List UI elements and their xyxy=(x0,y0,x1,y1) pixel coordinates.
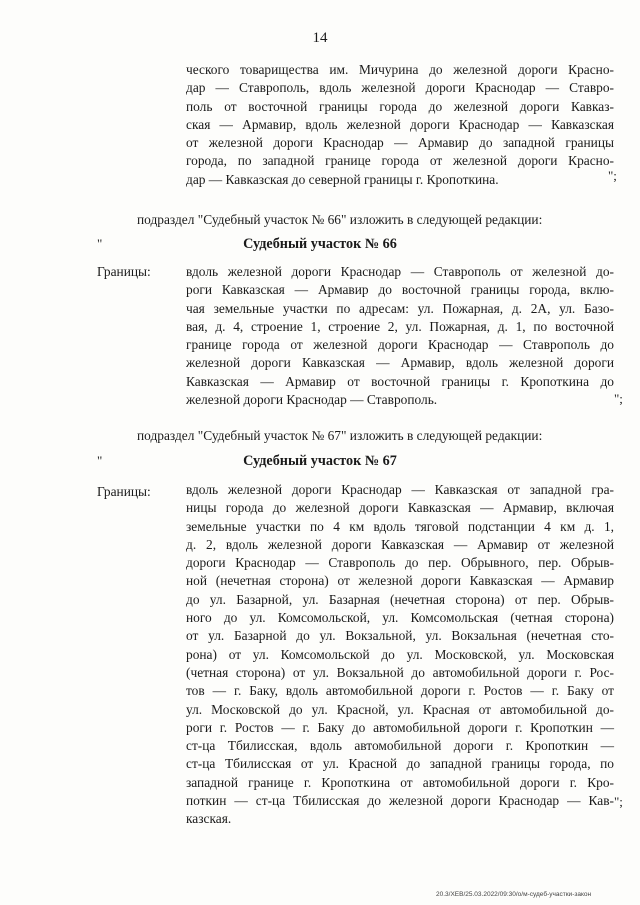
text-line: поль от восточной границы города до железной дороги Кавказ- xyxy=(186,98,614,114)
text-line: от железной дороги Краснодар — Армавир до западной границы xyxy=(186,135,614,151)
text-line: роги г. Ростов — г. Баку до автомобильной дороги г. Кропоткин — xyxy=(186,719,614,735)
text-line: до ул. Базарной, ул. Базарная (нечетная сторона) от пер. Обрыв- xyxy=(186,591,614,607)
text-line: земельные участки по 4 км вдоль тяговой подстанции 4 км д. 1, xyxy=(186,518,614,534)
text-line: ческого товарищества им. Мичурина до железной дороги Красно- xyxy=(186,62,614,77)
text-line: поткин — ст-ца Тбилисская до железной дороги Краснодар — Кав- xyxy=(186,793,614,809)
section-67-close-quote: "; xyxy=(614,794,623,809)
text-line: дороги Краснодар — Ставрополь до пер. Обрывного, пер. Обрыв- xyxy=(186,555,614,571)
text-line: рона) от ул. Комсомольской до ул. Московской, ул. Московская xyxy=(186,646,614,662)
section-66-heading: Судебный участок № 66 xyxy=(243,236,397,252)
text-line: вдоль железной дороги Краснодар — Ставрополь от железной до- xyxy=(186,264,614,279)
text-line: границе города от железной дороги Краснодар — Ставрополь до xyxy=(186,337,614,353)
text-line: чая земельные участки по адресам: ул. Пожарная, д. 2А, ул. Базо- xyxy=(186,300,614,316)
text-line: ул. Московской до ул. Красной, ул. Красная от автомобильной до- xyxy=(186,701,614,717)
continuation-close-quote: "; xyxy=(608,168,617,183)
text-line: вдоль железной дороги Краснодар — Кавказская от западной гра- xyxy=(186,482,614,497)
section-67-paragraph xyxy=(186,481,614,829)
text-line: западной границе г. Кропоткина от автомобильной дороги г. Кро- xyxy=(186,774,614,790)
text-line: (четная сторона) от ул. Вокзальной до автомобильной дороги г. Рос- xyxy=(186,664,614,680)
text-line: ного до ул. Комсомольской, ул. Комсомольская (четная сторона) xyxy=(186,610,614,626)
text-line: д. 2, вдоль железной дороги Кавказская — Армавир от железной xyxy=(186,536,614,552)
section-67-open-quote: " xyxy=(97,453,103,468)
text-line: ницы города до железной дороги Кавказская — Армавир, включая xyxy=(186,500,614,516)
text-line: ст-ца Тбилисская, вдоль автомобильной дороги г. Кропоткин — xyxy=(186,738,614,754)
section-66-paragraph xyxy=(186,263,614,409)
text-line: ной (нечетная сторона) от железной дороги Кавказская — Армавир xyxy=(186,573,614,589)
text-line: дар — Кавказская до северной границы г. Кропоткина. xyxy=(186,171,499,187)
text-line: от ул. Базарной до ул. Вокзальной, ул. Вокзальная (нечетная сто- xyxy=(186,628,614,644)
section-66-open-quote: " xyxy=(97,236,103,251)
text-line: роги Кавказская — Армавир до восточной границы города, вклю- xyxy=(186,282,614,298)
text-line: железной дороги Кавказская — Армавир, вдоль железной дороги xyxy=(186,355,614,371)
text-line: дар — Ставрополь, вдоль железной дороги Краснодар — Ставро- xyxy=(186,80,614,96)
text-line: Кавказская — Армавир от восточной границы г. Кропоткина до xyxy=(186,373,614,389)
section-66-intro: подраздел "Судебный участок № 66" изложить в следующей редакции: xyxy=(137,212,543,227)
text-line: вая, д. 4, строение 1, строение 2, ул. Пожарная, д. 1, по восточной xyxy=(186,318,614,334)
document-footer: 20.3/ХЕВ/25.03.2022/09:30/о/м-судеб-участки-закон xyxy=(436,891,592,898)
text-line: города, по западной границе города от железной дороги Красно- xyxy=(186,153,614,169)
section-66-close-quote: "; xyxy=(614,391,623,406)
text-line: тов — г. Баку, вдоль автомобильной дороги г. Ростов — г. Баку от xyxy=(186,683,614,699)
continuation-paragraph xyxy=(186,61,614,189)
section-67-label: Границы: xyxy=(97,484,151,499)
section-66-label: Границы: xyxy=(97,264,151,279)
section-67-heading: Судебный участок № 67 xyxy=(243,453,397,469)
section-67-intro: подраздел "Судебный участок № 67" изложить в следующей редакции: xyxy=(137,428,543,443)
page-number: 14 xyxy=(312,30,328,46)
text-line: ст-ца Тбилисская от ул. Красной до западной границы города, по xyxy=(186,756,614,772)
text-line: ская — Армавир, вдоль железной дороги Краснодар — Кавказская xyxy=(186,116,614,132)
text-line: железной дороги Краснодар — Ставрополь. xyxy=(186,392,438,408)
text-line: казская. xyxy=(186,811,232,827)
